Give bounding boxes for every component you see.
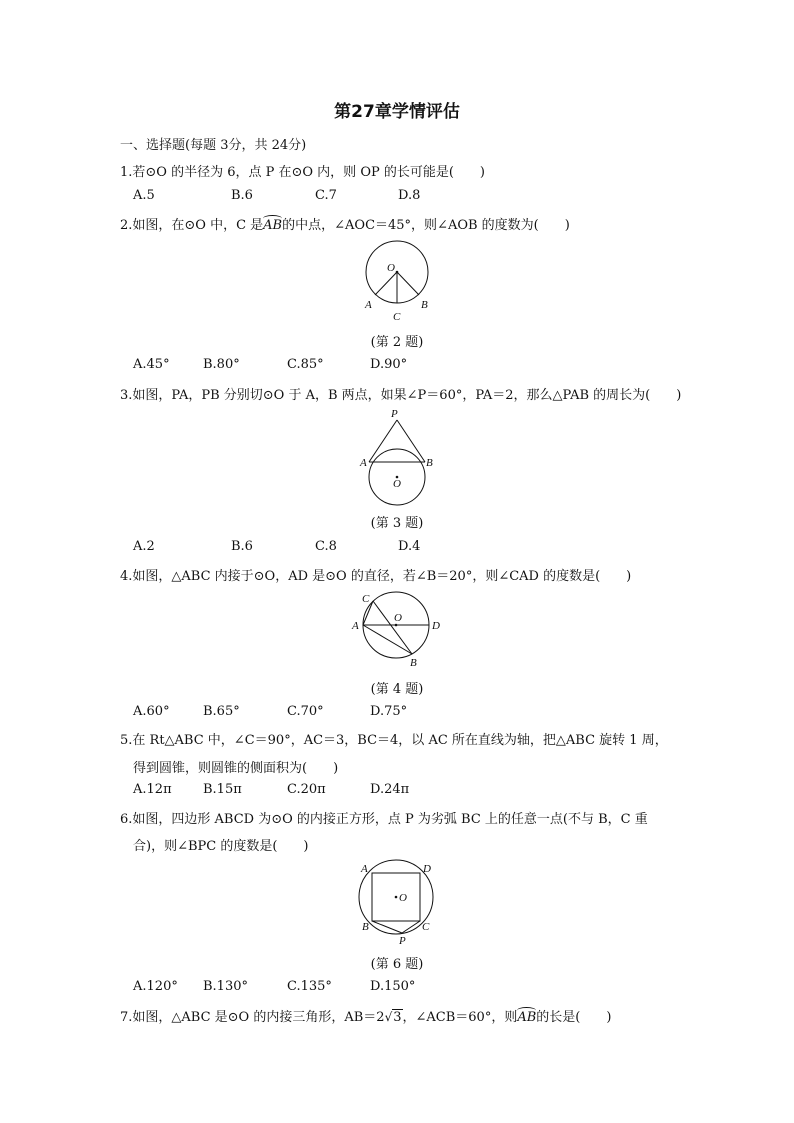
label-o: O <box>387 262 395 274</box>
question-6-options <box>0 979 794 997</box>
figure-q4 <box>346 590 450 672</box>
question-2-text-a: 2.如图，在⊙O 中，C 是 <box>120 218 264 233</box>
caption-q2: (第 2 题) <box>370 335 424 350</box>
question-5-options <box>0 782 794 800</box>
section-heading: 一、选择题(每题 3分，共 24分) <box>120 138 307 153</box>
option-d: D.150° <box>370 979 416 994</box>
arc-ab-symbol <box>517 1010 536 1025</box>
question-1: 1.若⊙O 的半径为 6，点 P 在⊙O 内，则 OP 的长可能是( ) <box>120 165 485 180</box>
center-point <box>396 271 399 274</box>
sqrt-radicand: 3 <box>393 1010 402 1025</box>
question-7-text-c: 的长是( ) <box>536 1010 612 1025</box>
label-c: C <box>362 593 370 605</box>
label-p: P <box>399 935 406 945</box>
question-7-text-b: ，∠ACB＝60°，则 <box>402 1010 518 1025</box>
label-a: A <box>360 457 367 469</box>
question-3: 3.如图，PA，PB 分别切⊙O 于 A，B 两点，如果∠P＝60°，PA＝2，那么△PAB 的周长为( ) <box>120 388 682 403</box>
option-c: C.85° <box>287 357 324 372</box>
question-7 <box>120 1006 611 1025</box>
center-point <box>395 624 398 627</box>
label-a: A <box>352 620 359 632</box>
page-title: 第27章学情评估 <box>334 102 460 122</box>
label-b: B <box>410 657 417 669</box>
option-d: D.4 <box>398 539 421 554</box>
segment-ob <box>397 272 419 295</box>
question-1-options <box>0 188 794 206</box>
label-b: B <box>426 457 433 469</box>
option-a: A.120° <box>133 979 178 994</box>
label-p: P <box>391 408 398 420</box>
question-5-line-1: 5.在 Rt△ABC 中，∠C＝90°，AC＝3，BC＝4，以 AC 所在直线为轴，把△ABC 旋转 1 周， <box>120 733 668 748</box>
arc-ab-label: AB <box>263 218 283 233</box>
option-c: C.135° <box>287 979 332 994</box>
option-a: A.2 <box>133 539 155 554</box>
option-a: A.12π <box>133 782 172 797</box>
question-5-line-2: 得到圆锥，则圆锥的侧面积为( ) <box>133 761 339 776</box>
option-c: C.7 <box>315 188 337 203</box>
label-c: C <box>393 311 401 323</box>
segment-ab <box>363 625 412 654</box>
question-4: 4.如图，△ABC 内接于⊙O，AD 是⊙O 的直径，若∠B＝20°，则∠CAD 的度数是( ) <box>120 569 632 584</box>
segment-cb <box>373 601 412 654</box>
question-2-options <box>0 357 794 375</box>
question-2-text-b: 的中点，∠AOC＝45°，则∠AOB 的度数为( ) <box>282 218 570 233</box>
question-6-line-2: 合)，则∠BPC 的度数是( ) <box>133 839 309 854</box>
option-b: B.65° <box>203 704 240 719</box>
arc-ab-symbol <box>263 218 282 233</box>
label-a: A <box>361 863 368 875</box>
sqrt-symbol: √ <box>384 1010 393 1024</box>
label-b: B <box>421 299 428 311</box>
option-a: A.5 <box>133 188 155 203</box>
option-c: C.70° <box>287 704 324 719</box>
label-o: O <box>399 892 407 904</box>
option-c: C.8 <box>315 539 337 554</box>
option-d: D.90° <box>370 357 408 372</box>
label-o: O <box>394 612 402 624</box>
figure-q6 <box>352 855 442 945</box>
tangent-pb <box>397 420 425 462</box>
label-d: D <box>432 620 440 632</box>
tangent-pa <box>369 420 397 462</box>
label-a: A <box>365 299 372 311</box>
label-c: C <box>422 921 430 933</box>
option-d: D.8 <box>398 188 421 203</box>
label-b: B <box>362 921 369 933</box>
label-o: O <box>393 478 401 490</box>
label-d: D <box>423 863 431 875</box>
option-a: A.45° <box>133 357 170 372</box>
caption-q3: (第 3 题) <box>370 516 424 531</box>
option-b: B.80° <box>203 357 240 372</box>
option-b: B.6 <box>231 188 253 203</box>
option-a: A.60° <box>133 704 170 719</box>
option-c: C.20π <box>287 782 326 797</box>
question-3-options <box>0 539 794 557</box>
option-d: D.24π <box>370 782 410 797</box>
figure-q3 <box>356 406 440 508</box>
question-2 <box>120 214 570 233</box>
question-7-text-a: 7.如图，△ABC 是⊙O 的内接三角形，AB＝2 <box>120 1010 385 1025</box>
center-point <box>395 896 398 899</box>
option-b: B.130° <box>203 979 248 994</box>
segment-bp <box>372 921 402 933</box>
segment-oa <box>375 272 397 295</box>
option-d: D.75° <box>370 704 408 719</box>
caption-q6: (第 6 题) <box>370 957 424 972</box>
option-b: B.6 <box>231 539 253 554</box>
figure-q2 <box>355 240 439 324</box>
caption-q4: (第 4 题) <box>370 682 424 697</box>
arc-ab-label: AB <box>517 1010 537 1025</box>
option-b: B.15π <box>203 782 242 797</box>
question-6-line-1: 6.如图，四边形 ABCD 为⊙O 的内接正方形，点 P 为劣弧 BC 上的任意一点(不与 B，C 重 <box>120 812 648 827</box>
question-4-options <box>0 704 794 722</box>
